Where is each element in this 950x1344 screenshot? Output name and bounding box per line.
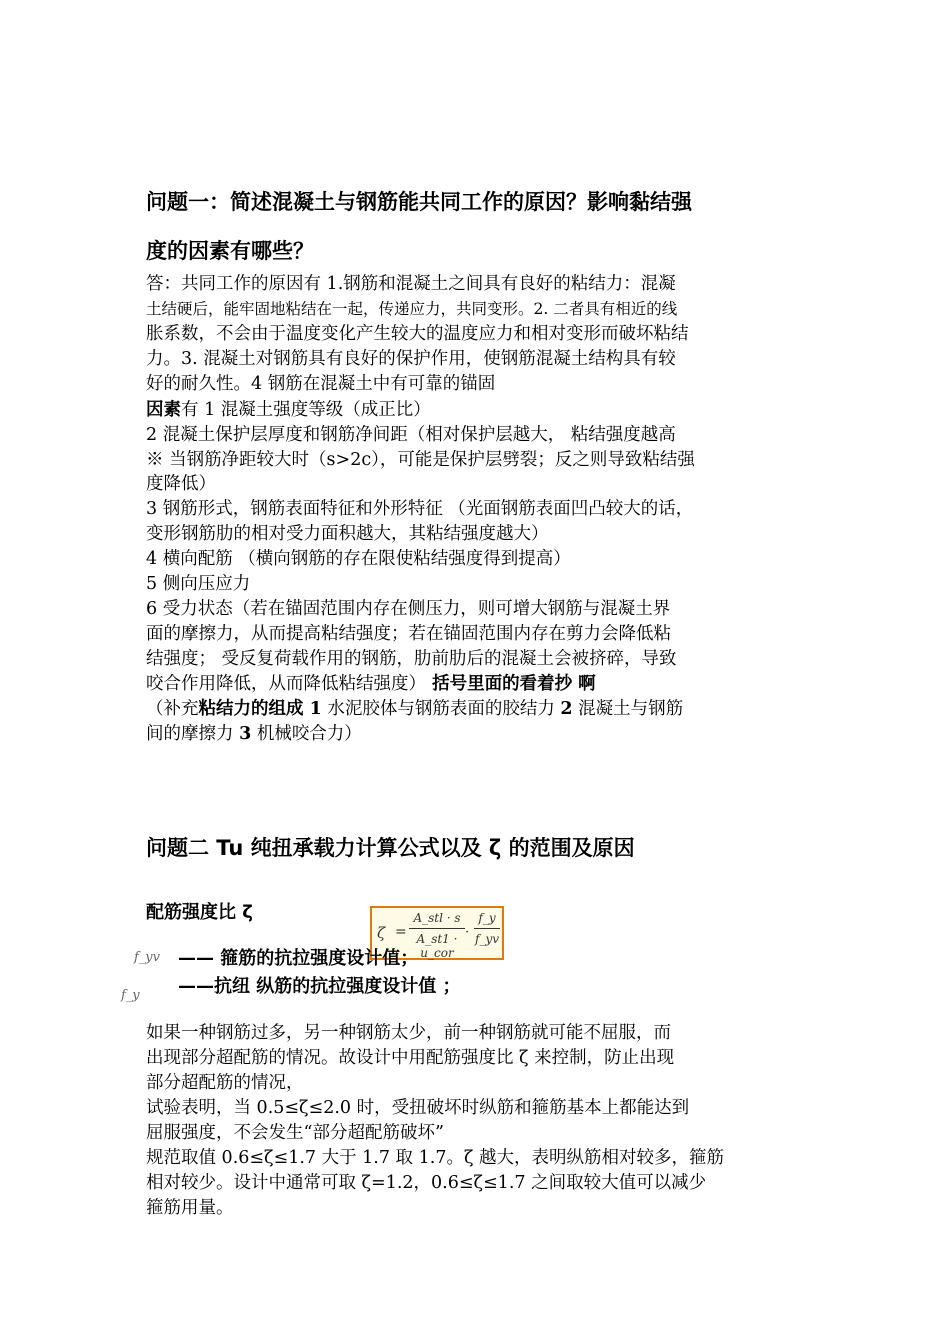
formula-equals: =	[395, 924, 407, 940]
q1-factor-line	[146, 672, 596, 696]
q1-factor-line: 变形钢筋肋的相对受力面积越大，其粘结强度越大）	[146, 524, 549, 544]
q1-title-line1: 问题一：简述混凝土与钢筋能共同工作的原因？影响黏结强	[146, 190, 692, 214]
supplement-bold: 3	[239, 724, 252, 744]
supplement-text: 机械咬合力）	[251, 724, 362, 744]
bold-note: 括号里面的看着抄 啊	[426, 674, 596, 694]
q2-body-line: 屈服强度，不会发生“部分超配筋破坏”	[146, 1123, 444, 1143]
q1-supplement-line	[146, 697, 683, 721]
factor-text: 咬合作用降低，从而降低粘结强度）	[146, 674, 426, 694]
q1-factor-line: 5 侧向压应力	[146, 574, 251, 594]
q1-factor-line: 6 受力状态（若在锚固范围内存在侧压力，则可增大钢筋与混凝土界	[146, 599, 671, 619]
factor-text: 有 1 混凝土强度等级（成正比）	[181, 400, 431, 420]
q2-body-line: 出现部分超配筋的情况。故设计中用配筋强度比 ζ 来控制，防止出现	[146, 1048, 675, 1068]
supplement-bold: 粘结力的组成 1	[198, 699, 322, 719]
definition-fyv: —— 箍筋的抗拉强度设计值；	[178, 948, 419, 969]
factors-label: 因素	[146, 400, 181, 420]
formula-dot: ·	[465, 925, 470, 940]
q1-factor-line: 面的摩擦力，从而提高粘结强度；若在锚固范围内存在剪力会降低粘	[146, 624, 671, 644]
formula-denominator: A_st1 · u_cor	[416, 932, 458, 960]
q1-factor-line: 3 钢筋形式，钢筋表面特征和外形特征 （光面钢筋表面凹凸较大的话，	[146, 499, 694, 519]
q2-title: 问题二 Tu 纯扭承载力计算公式以及 ζ 的范围及原因	[146, 836, 635, 860]
formula-numerator: A_stl · s	[413, 911, 461, 925]
symbol-fyv: f_yv	[134, 950, 160, 965]
q2-body-line: 相对较少。设计中通常可取 ζ=1.2，0.6≤ζ≤1.7 之间取较大值可以减少	[146, 1173, 707, 1193]
q1-factor-line: 2 混凝土保护层厚度和钢筋净间距（相对保护层越大， 粘结强度越高	[146, 425, 676, 445]
q1-answer-line: 答：共同工作的原因有 1.钢筋和混凝土之间具有良好的粘结力：混凝	[146, 274, 676, 294]
q1-factor-line: ※ 当钢筋净距较大时（s>2c），可能是保护层劈裂；反之则导致粘结强	[146, 450, 695, 470]
q1-answer-line: 好的耐久性。4 钢筋在混凝土中有可靠的锚固	[146, 374, 496, 394]
formula-numerator: f_y	[478, 911, 496, 925]
q2-body-line: 部分超配筋的情况，	[146, 1073, 304, 1093]
q1-answer-line: 土结硬后，能牢固地粘结在一起，传递应力，共同变形。2. 二者具有相近的线	[146, 300, 678, 318]
q1-answer-line: 力。3. 混凝土对钢筋具有良好的保护作用，使钢筋混凝土结构具有较	[146, 349, 676, 369]
q2-body-line: 试验表明，当 0.5≤ζ≤2.0 时，受扭破坏时纵筋和箍筋基本上都能达到	[146, 1098, 690, 1118]
q1-factor-line: 度降低）	[146, 474, 216, 494]
q2-body-line: 如果一种钢筋过多，另一种钢筋太少，前一种钢筋就可能不屈服，而	[146, 1023, 671, 1043]
q1-answer-line: 胀系数，不会由于温度变化产生较大的温度应力和相对变形而破坏粘结	[146, 324, 689, 344]
supplement-bold: 2	[560, 699, 573, 719]
supplement-open: （补充	[146, 699, 199, 719]
formula-lhs: ζ	[377, 924, 386, 942]
supplement-text: 间的摩擦力	[146, 724, 240, 744]
q1-supplement-line	[146, 722, 362, 746]
q2-body-line: 规范取值 0.6≤ζ≤1.7 大于 1.7 取 1.7。ζ 越大，表明纵筋相对较多，箍筋	[146, 1148, 724, 1168]
formula-denominator: f_yv	[475, 932, 499, 946]
q2-subtitle: 配筋强度比 ζ	[146, 902, 253, 923]
fraction-bar	[474, 928, 500, 929]
q1-factors-intro	[146, 398, 431, 422]
q1-title-line2: 度的因素有哪些？	[146, 239, 314, 263]
formula-fraction-2	[474, 911, 500, 946]
q2-body-line: 箍筋用量。	[146, 1198, 234, 1218]
symbol-fy: f_y	[121, 988, 140, 1003]
q1-factor-line: 4 横向配筋 （横向钢筋的存在限使粘结强度得到提高）	[146, 549, 571, 569]
fraction-bar	[409, 928, 465, 929]
supplement-text: 混凝土与钢筋	[572, 699, 684, 719]
supplement-text: 水泥胶体与钢筋表面的胶结力	[321, 699, 561, 719]
q1-factor-line: 结强度； 受反复荷载作用的钢筋，肋前肋后的混凝土会被挤碎，导致	[146, 649, 677, 669]
definition-fy: ——抗纽 纵筋的抗拉强度设计值 ；	[178, 976, 461, 997]
